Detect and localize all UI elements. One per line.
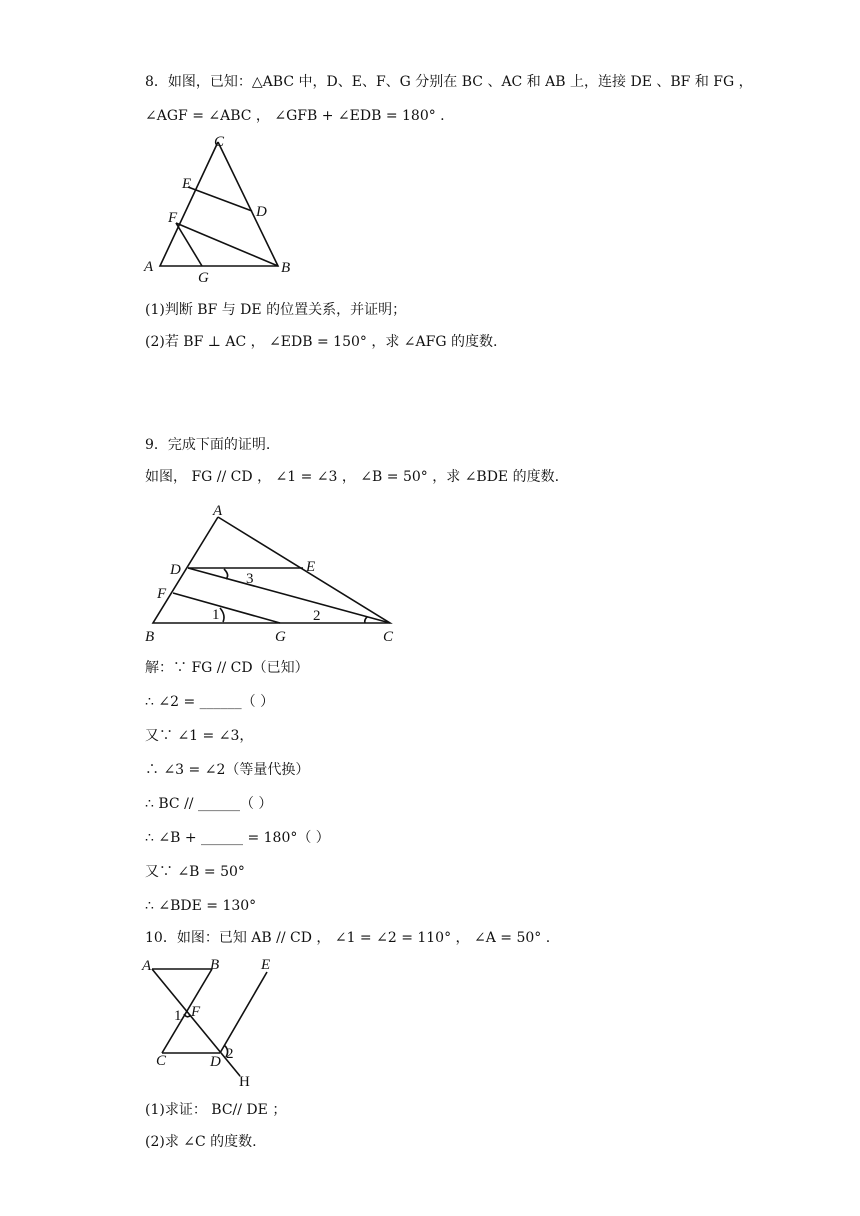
q8-label-G: G <box>198 270 209 286</box>
q10-part2: (2)求 ∠C 的度数. <box>145 1134 257 1150</box>
q8-part2: (2)若 BF ⊥ AC ， ∠EDB = 150° ，求 ∠AFG 的度数. <box>145 334 498 350</box>
q9-label-3: 3 <box>246 571 254 587</box>
q9-label-G: G <box>275 629 286 645</box>
q9-triangle <box>153 517 390 623</box>
q9-label-1: 1 <box>212 607 220 623</box>
q10-label-1: 1 <box>174 1008 182 1024</box>
q8-label-E: E <box>182 176 192 192</box>
q10-figure <box>140 955 290 1090</box>
q9-step-8: ∴ ∠BDE = 130° <box>145 898 257 914</box>
q9-label-B: B <box>145 629 155 645</box>
q8-part1: (1)判断 BF 与 DE 的位置关系，并证明； <box>145 302 407 318</box>
q8-label-D: D <box>256 204 267 220</box>
q10-label-2: 2 <box>226 1046 234 1062</box>
q10-part1: (1)求证： BC// DE ； <box>145 1102 287 1118</box>
q9-figure <box>140 495 405 645</box>
q9-step-6: ∴ ∠B + ______ = 180°（ ） <box>145 830 330 846</box>
q10-label-B: B <box>210 957 220 973</box>
q8-segment-FB <box>176 223 278 266</box>
q8-label-B: B <box>281 260 291 276</box>
q8-segment-FG <box>176 223 202 266</box>
q9-step-4: ∴ ∠3 = ∠2（等量代换） <box>145 762 310 778</box>
q10-label-C: C <box>156 1053 167 1069</box>
q9-label-F: F <box>157 586 167 602</box>
q10-label-E: E <box>261 957 271 973</box>
q10-label-D: D <box>210 1054 221 1070</box>
q9-step-3: 又∵ ∠1 = ∠3， <box>145 728 254 744</box>
q8-label-A: A <box>144 259 154 275</box>
q10-line1: 10．如图：已知 AB // CD ， ∠1 = ∠2 = 110° ， ∠A = 50° . <box>145 930 551 946</box>
q9-label-E: E <box>306 559 316 575</box>
q8-label-C: C <box>214 134 225 150</box>
q9-step-7: 又∵ ∠B = 50° <box>145 864 245 880</box>
q10-label-A: A <box>142 958 152 974</box>
q9-step-5: ∴ BC // ______（ ） <box>145 796 273 812</box>
q10-label-F: F <box>191 1004 201 1020</box>
q10-segment-DE <box>220 972 267 1053</box>
q9-step-2: ∴ ∠2 = ______（ ） <box>145 694 275 710</box>
q8-label-F: F <box>168 210 178 226</box>
q9-line2: 如图， FG // CD ， ∠1 = ∠3 ， ∠B = 50° ，求 ∠BDE 的度数. <box>145 469 560 485</box>
q9-step-1: 解：∵ FG // CD（已知） <box>145 660 309 676</box>
q9-label-D: D <box>170 562 181 578</box>
q8-line2: ∠AGF = ∠ABC ， ∠GFB + ∠EDB = 180° . <box>145 108 445 124</box>
q8-figure <box>140 132 300 286</box>
q8-line1: 8．如图，已知：△ABC 中，D、E、F、G 分别在 BC 、AC 和 AB 上，连接 DE 、BF 和 FG ， <box>145 74 753 90</box>
q9-arc-2 <box>365 617 367 623</box>
q10-segment-BC <box>162 969 212 1053</box>
q9-label-2: 2 <box>313 608 321 624</box>
q9-line1: 9．完成下面的证明. <box>145 437 271 453</box>
q9-arc-1 <box>220 608 224 622</box>
q10-label-H: H <box>239 1074 250 1090</box>
q9-label-A: A <box>213 503 223 519</box>
q9-segment-FG <box>173 593 280 623</box>
q9-label-C: C <box>383 629 394 645</box>
